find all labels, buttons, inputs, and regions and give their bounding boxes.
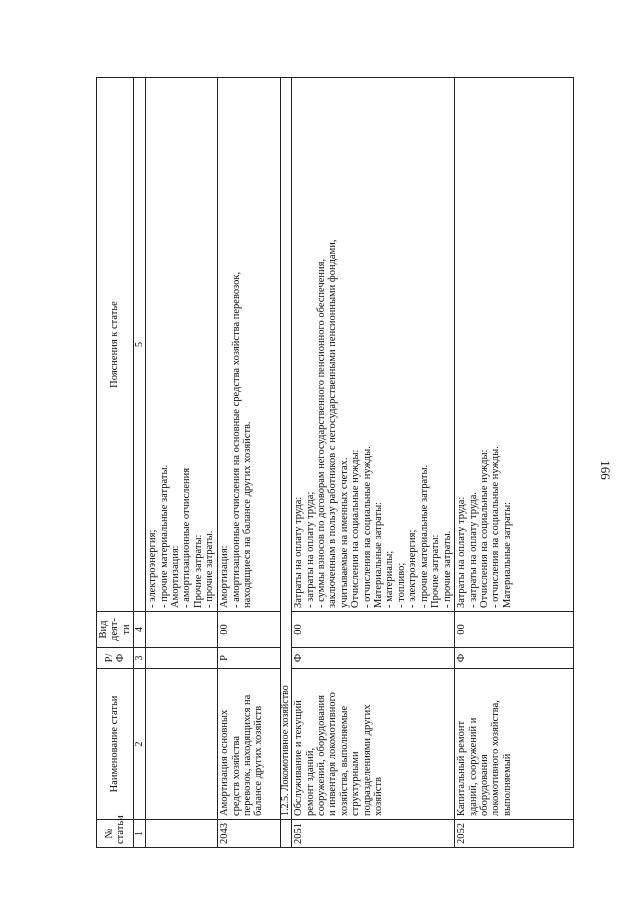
explanation-line: - затраты на оплату труда; — [304, 491, 316, 608]
header-rf: Р/ Ф — [97, 648, 134, 669]
column-number: 5 — [134, 78, 146, 612]
page-number: 166 — [598, 460, 613, 480]
document-table-container — [96, 78, 574, 848]
explanation-line: Затраты на оплату труда: — [293, 496, 305, 608]
explanation-line: - электроэнергия; — [147, 529, 159, 608]
table-row — [218, 78, 281, 848]
cell-rf: Р — [218, 648, 281, 669]
cell-item-number: 2052 — [455, 820, 574, 848]
cell-item-name — [292, 669, 455, 820]
explanation-line: - затраты на оплату труда. — [467, 491, 479, 608]
section-title: 1.2.5. Локомотивное хозяйство — [281, 78, 292, 820]
cell-item-number: 2051 — [292, 820, 455, 848]
cell-explanation — [292, 78, 455, 612]
table-row — [455, 78, 574, 848]
cell-activity-type: 00 — [218, 612, 281, 648]
cell-rf: Ф — [292, 648, 455, 669]
cell-empty — [146, 669, 218, 820]
explanation-line: - суммы взносов по договорам негосударственного пенсионного обеспечения, — [316, 258, 328, 608]
explanation-line: - отчисления на социальные нужды. — [490, 446, 502, 608]
explanation-line: заключенным в пользу работников с негосударственными пенсионными фондами, — [327, 239, 339, 608]
name-line: выполняемый — [501, 753, 513, 816]
name-line: Обслуживание и текущий — [293, 700, 305, 816]
explanation-line: Амортизация: — [219, 545, 231, 608]
explanation-line: Отчисления на социальные нужды: — [350, 449, 362, 608]
header-row — [97, 78, 134, 848]
explanation-line: Отчисления на социальные нужды: — [479, 449, 491, 608]
name-line: и инвентаря локомотивного — [327, 692, 339, 816]
column-number: 1 — [134, 820, 146, 848]
explanation-line: - прочие материальные затраты. — [418, 464, 430, 608]
name-line: Амортизация основных — [219, 709, 231, 816]
explanation-line: Затраты на оплату труда: — [456, 496, 468, 608]
explanation-line: Прочие затраты: — [192, 534, 204, 608]
cell-item-name — [218, 669, 281, 820]
name-line: балансе других хозяйств — [253, 705, 265, 816]
name-line: сооружений, оборудования — [316, 695, 328, 816]
cell-empty — [281, 820, 292, 848]
cell-explanation — [455, 78, 574, 612]
explanation-line: - электроэнергия; — [407, 529, 419, 608]
name-line: оборудования — [479, 754, 491, 816]
name-line: перевозок, находящихся на — [242, 694, 254, 816]
name-line: ремонт зданий, — [304, 747, 316, 816]
name-line: локомотивного хозяйства, — [490, 700, 502, 816]
cell-empty — [146, 648, 218, 669]
explanation-line: - прочие затраты. — [204, 530, 216, 608]
budget-items-table — [96, 77, 574, 848]
column-number: 3 — [134, 648, 146, 669]
cell-empty — [146, 820, 218, 848]
explanation-line: Амортизация: — [170, 545, 182, 608]
rotated-table — [96, 78, 574, 848]
cell-activity-type: 00 — [292, 612, 455, 648]
section-row — [281, 78, 292, 848]
explanation-line: Материальные затраты: — [373, 501, 385, 608]
column-number: 2 — [134, 669, 146, 820]
cell-rf: Ф — [455, 648, 574, 669]
header-item-name: Наименование статьи — [97, 669, 134, 820]
name-line: средств хозяйства — [230, 735, 242, 816]
explanation-line: - амортизационные отчисления на основные средства хозяйства перевозок, — [230, 271, 242, 608]
column-number: 4 — [134, 612, 146, 648]
table-row-continuation — [146, 78, 218, 848]
header-explanation: Пояснения к статье — [97, 78, 134, 612]
explanation-line: - топливо; — [395, 562, 407, 608]
cell-explanation — [146, 78, 218, 612]
explanation-line: находящиеся на балансе других хозяйств. — [242, 421, 254, 608]
cell-activity-type: 00 — [455, 612, 574, 648]
header-activity-type: Вид деят-ти — [97, 612, 134, 648]
name-line: структурными — [350, 751, 362, 816]
cell-item-name — [455, 669, 574, 820]
explanation-line: - прочие затраты. — [441, 530, 453, 608]
explanation-line: - отчисления на социальные нужды. — [361, 446, 373, 608]
name-line: зданий, сооружений и — [467, 717, 479, 816]
explanation-line: - амортизационные отчисления — [181, 467, 193, 608]
table-row — [292, 78, 455, 848]
explanation-line: Материальные затраты: — [501, 501, 513, 608]
explanation-line: учитываемые на именных счетах. — [338, 457, 350, 608]
explanation-line: Прочие затраты: — [430, 534, 442, 608]
name-line: подразделениями других — [361, 704, 373, 816]
cell-item-number: 2043 — [218, 820, 281, 848]
cell-empty — [146, 612, 218, 648]
name-line: хозяйства, выполняемые — [338, 705, 350, 816]
column-number-row — [134, 78, 146, 848]
header-item-number: № статьи — [97, 820, 134, 848]
name-line: Капитальный ремонт — [456, 720, 468, 816]
explanation-line: - материалы; — [384, 550, 396, 608]
explanation-line: - прочие материальные затраты. — [158, 464, 170, 608]
name-line: хозяйств — [373, 777, 385, 816]
cell-explanation — [218, 78, 281, 612]
